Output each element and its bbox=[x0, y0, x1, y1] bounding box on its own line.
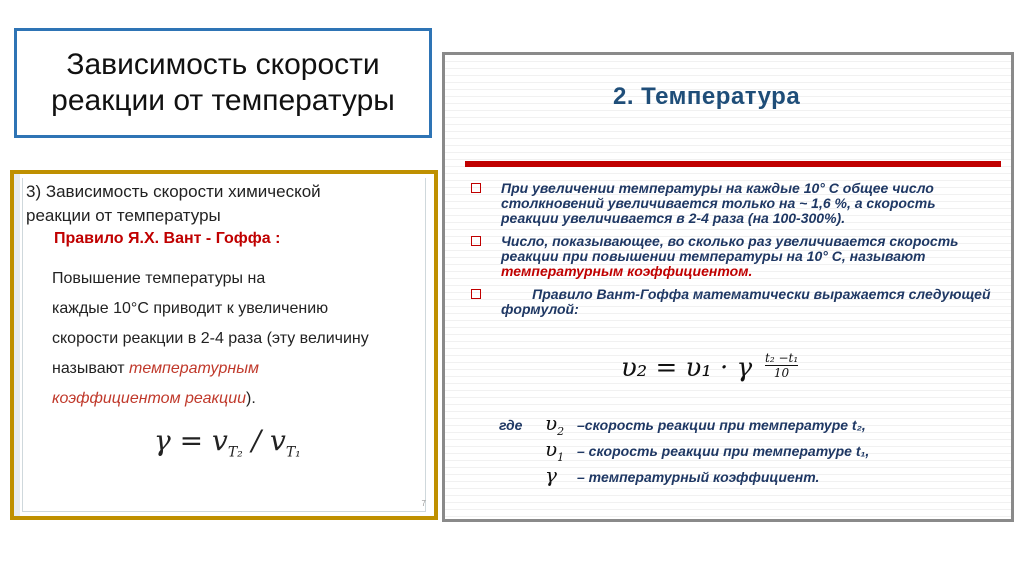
definition-row bbox=[499, 411, 989, 437]
where-label: где bbox=[499, 417, 523, 433]
slide-title-box bbox=[14, 28, 432, 138]
body-text: называют bbox=[52, 360, 130, 377]
slide-title: Зависимость скорости реакции от температуры bbox=[51, 48, 395, 117]
left-heading-line2: реакции от температуры bbox=[26, 206, 221, 225]
definition-text: –скорость реакции при температуре t₂, bbox=[577, 417, 866, 433]
vant-hoff-formula: υ₂ = υ₁ · γ bbox=[621, 353, 753, 383]
panel-edge bbox=[14, 174, 20, 516]
accent-text: коэффициентом реакции bbox=[52, 390, 246, 407]
item-text: Число, показывающее, во сколько раз увеличивается скорость реакции при повышении температуры на 10° С, называют bbox=[501, 233, 959, 264]
left-body bbox=[52, 264, 422, 414]
exponent-numerator: t₂ −t₁ bbox=[765, 351, 799, 365]
left-heading-line1: 3) Зависимость скорости химической bbox=[26, 182, 321, 201]
body-line bbox=[52, 384, 422, 414]
left-image-panel bbox=[10, 170, 438, 520]
rule-title: Правило Я.Х. Вант - Гоффа : bbox=[54, 230, 281, 247]
symbol: γ bbox=[545, 463, 557, 487]
list-item bbox=[471, 286, 995, 317]
definition-row bbox=[499, 463, 989, 489]
formula-sub: T₂ bbox=[227, 444, 243, 461]
exponent-denominator: 10 bbox=[765, 365, 798, 380]
left-heading bbox=[26, 180, 321, 228]
right-image-panel bbox=[442, 52, 1014, 522]
square-bullet-icon bbox=[471, 183, 481, 193]
body-line: Повышение температуры на bbox=[52, 270, 266, 287]
definition-row bbox=[499, 437, 989, 463]
formula-part: / v bbox=[242, 424, 286, 457]
formula-part: = v bbox=[170, 424, 228, 457]
body-line: скорости реакции в 2-4 раза (эту величину bbox=[52, 330, 369, 347]
body-line bbox=[52, 354, 422, 384]
page-number: 7 bbox=[421, 499, 426, 508]
definition-text: – температурный коэффициент. bbox=[577, 469, 820, 485]
right-title: 2. Температура bbox=[613, 83, 801, 110]
list-item bbox=[471, 181, 991, 226]
bullet-list bbox=[471, 180, 995, 325]
symbol: $\upsilon_2$ bbox=[545, 411, 565, 438]
definitions bbox=[499, 411, 989, 489]
definition-text: – скорость реакции при температуре t₁, bbox=[577, 443, 870, 459]
item-text: Правило Вант-Гоффа математически выражается следующей формулой: bbox=[501, 286, 995, 317]
item-accent: температурным коэффициентом. bbox=[501, 263, 753, 279]
list-item bbox=[471, 234, 991, 279]
symbol: $\upsilon_1$ bbox=[545, 437, 565, 464]
square-bullet-icon bbox=[471, 289, 481, 299]
red-divider bbox=[465, 161, 1001, 167]
accent-text: температурным bbox=[129, 360, 259, 377]
left-formula bbox=[154, 424, 301, 461]
body-text: ). bbox=[246, 390, 256, 407]
item-text: При увеличении температуры на каждые 10° С общее число столкновений увеличивается только на ~ 1,6 %, а скорость реакции увеличивается в 2-4 раза (на 100-300%). bbox=[501, 180, 936, 226]
square-bullet-icon bbox=[471, 236, 481, 246]
body-line: каждые 10°C приводит к увеличению bbox=[52, 300, 329, 317]
formula-exponent bbox=[765, 351, 798, 380]
gamma-symbol: γ bbox=[154, 424, 171, 457]
formula-sub: T₁ bbox=[285, 444, 301, 461]
